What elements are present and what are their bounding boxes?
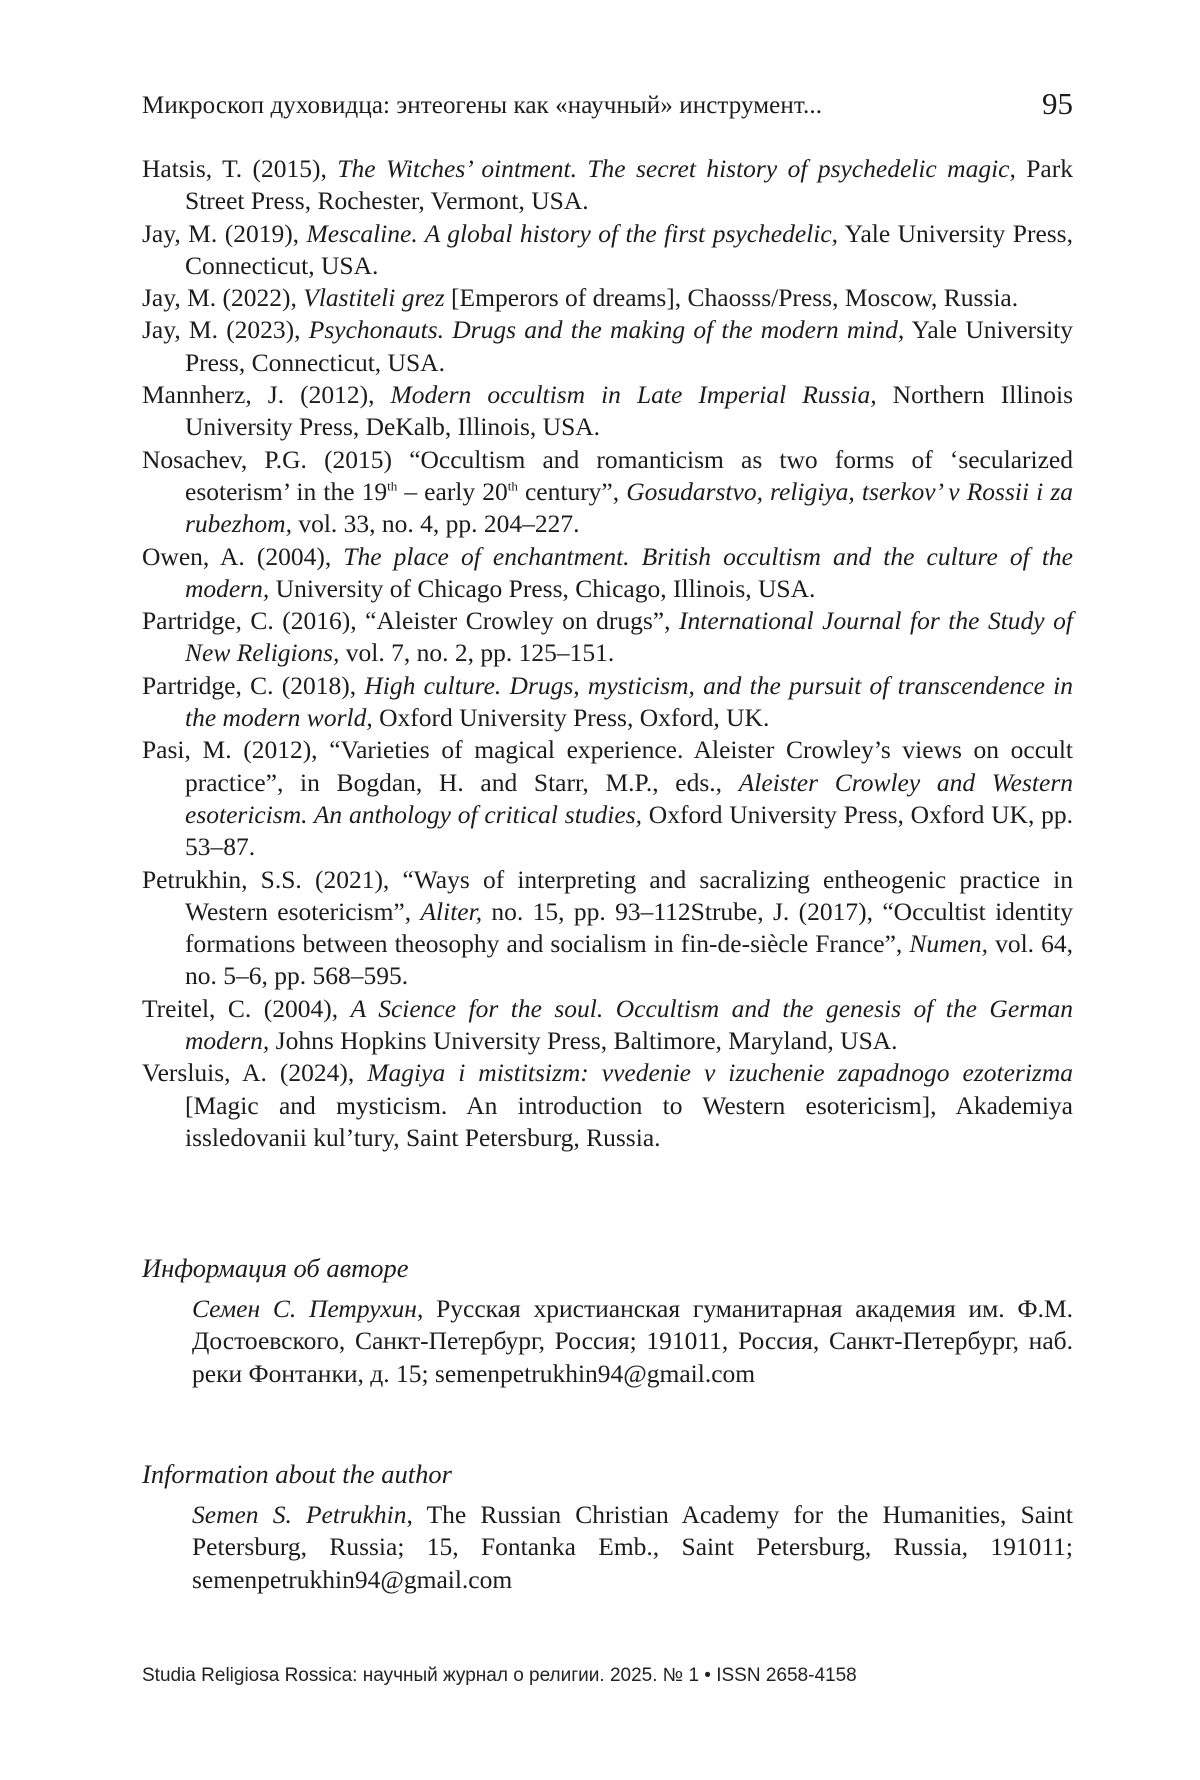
reference-treitel: Treitel, C. (2004), A Science for the soul. Occultism and the genesis of the German modern, Johns Hopkins University Press, Baltimore, Maryland, USA. [142,993,1073,1056]
reference-owen: Owen, A. (2004), The place of enchantment. British occultism and the culture of the modern, University of Chicago Press, Chicago, Illinois, USA. [142,541,1073,603]
reference-nosachev: Nosachev, P.G. (2015) “Occultism and romanticism as two forms of ‘secularized esoterism’ in the 19th – early 20th century”, Gosudarstvo, religiya, tserkov’ v Rossii i za rubezhom, vol. 33, no. 4, pp. 204–227. [142,444,1073,539]
reference-versluis: Versluis, A. (2024), Magiya i mistitsizm: vvedenie v izuchenie zapadnogo ezoterizma [Magic and mysticism. An introduction to Western esotericism], Akademiya issledovanii kul’tury, Saint Petersburg, Russia. [142,1058,1073,1152]
running-header [142,86,1073,126]
reference-mannherz: Mannherz, J. (2012), Modern occultism in Late Imperial Russia, Northern Illinois University Press, DeKalb, Illinois, USA. [142,380,1074,442]
author-name-ru: Семен С. Петрухин [192,1294,417,1323]
journal-footer: Studia Religiosa Rossica: научный журнал о религии. 2025. № 1 • ISSN 2658-4158 [142,1665,857,1686]
author-info-ru [142,1251,1073,1390]
author-info-en-text: Semen S. Petrukhin, The Russian Christian Academy for the Humanities, Saint Petersburg, Russia; 15, Fontanka Emb., Saint Petersburg, Russia, 191011; semenpetrukhin94@gmail.com [192,1500,1073,1594]
author-info-ru-text: Семен С. Петрухин, Русская христианская гуманитарная академия им. Ф.М. Достоевского, Санкт-Петербург, Россия; 191011, Россия, Санкт-Петербург, наб. реки Фонтанки, д. 15; semenpetrukhin94@gmail.com [192,1294,1074,1388]
reference-petrukhin: Petrukhin, S.S. (2021), “Ways of interpreting and sacralizing entheogenic practice in Western esotericism”, Aliter, no. 15, pp. 93–112Strube, J. (2017), “Occultist identity formations between theosophy and socialism in fin-de-siècle France”, Numen, vol. 64, no. 5–6, pp. 568–595. [142,864,1073,991]
author-info-en-title: Information about the author [142,1459,452,1489]
author-name-en: Semen S. Petrukhin [192,1500,407,1529]
running-header-title: Микроскоп духовидца: энтеогены как «научный» инструмент... [142,92,823,119]
reference-list [142,153,1073,1154]
reference-partridge-2016: Partridge, C. (2016), “Aleister Crowley on drugs”, International Journal for the Study of New Religions, vol. 7, no. 2, pp. 125–151. [142,606,1073,668]
author-info-ru-title: Информация об авторе [142,1253,409,1283]
page-number: 95 [1042,86,1073,121]
reference-jay-2019: Jay, M. (2019), Mescaline. A global history of the first psychedelic, Yale University Press, Connecticut, USA. [142,218,1073,280]
reference-pasi: Pasi, M. (2012), “Varieties of magical experience. Aleister Crowley’s views on occult practice”, in Bogdan, H. and Starr, M.P., eds., Aleister Crowley and Western esotericism. An anthology of critical studies, Oxford University Press, Oxford UK, pp. 53–87. [142,735,1074,862]
reference-jay-2022: Jay, M. (2022), Vlastiteli grez [Emperors of dreams], Chaosss/Press, Moscow, Russia. [142,283,1019,313]
author-info-en [142,1457,1073,1596]
reference-jay-2023: Jay, M. (2023), Psychonauts. Drugs and the making of the modern mind, Yale University Press, Connecticut, USA. [142,315,1073,377]
reference-partridge-2018: Partridge, C. (2018), High culture. Drugs, mysticism, and the pursuit of transcendence in the modern world, Oxford University Press, Oxford, UK. [142,670,1073,733]
reference-hatsis: Hatsis, T. (2015), The Witches’ ointment. The secret history of psychedelic magic, Park Street Press, Rochester, Vermont, USA. [142,154,1073,216]
